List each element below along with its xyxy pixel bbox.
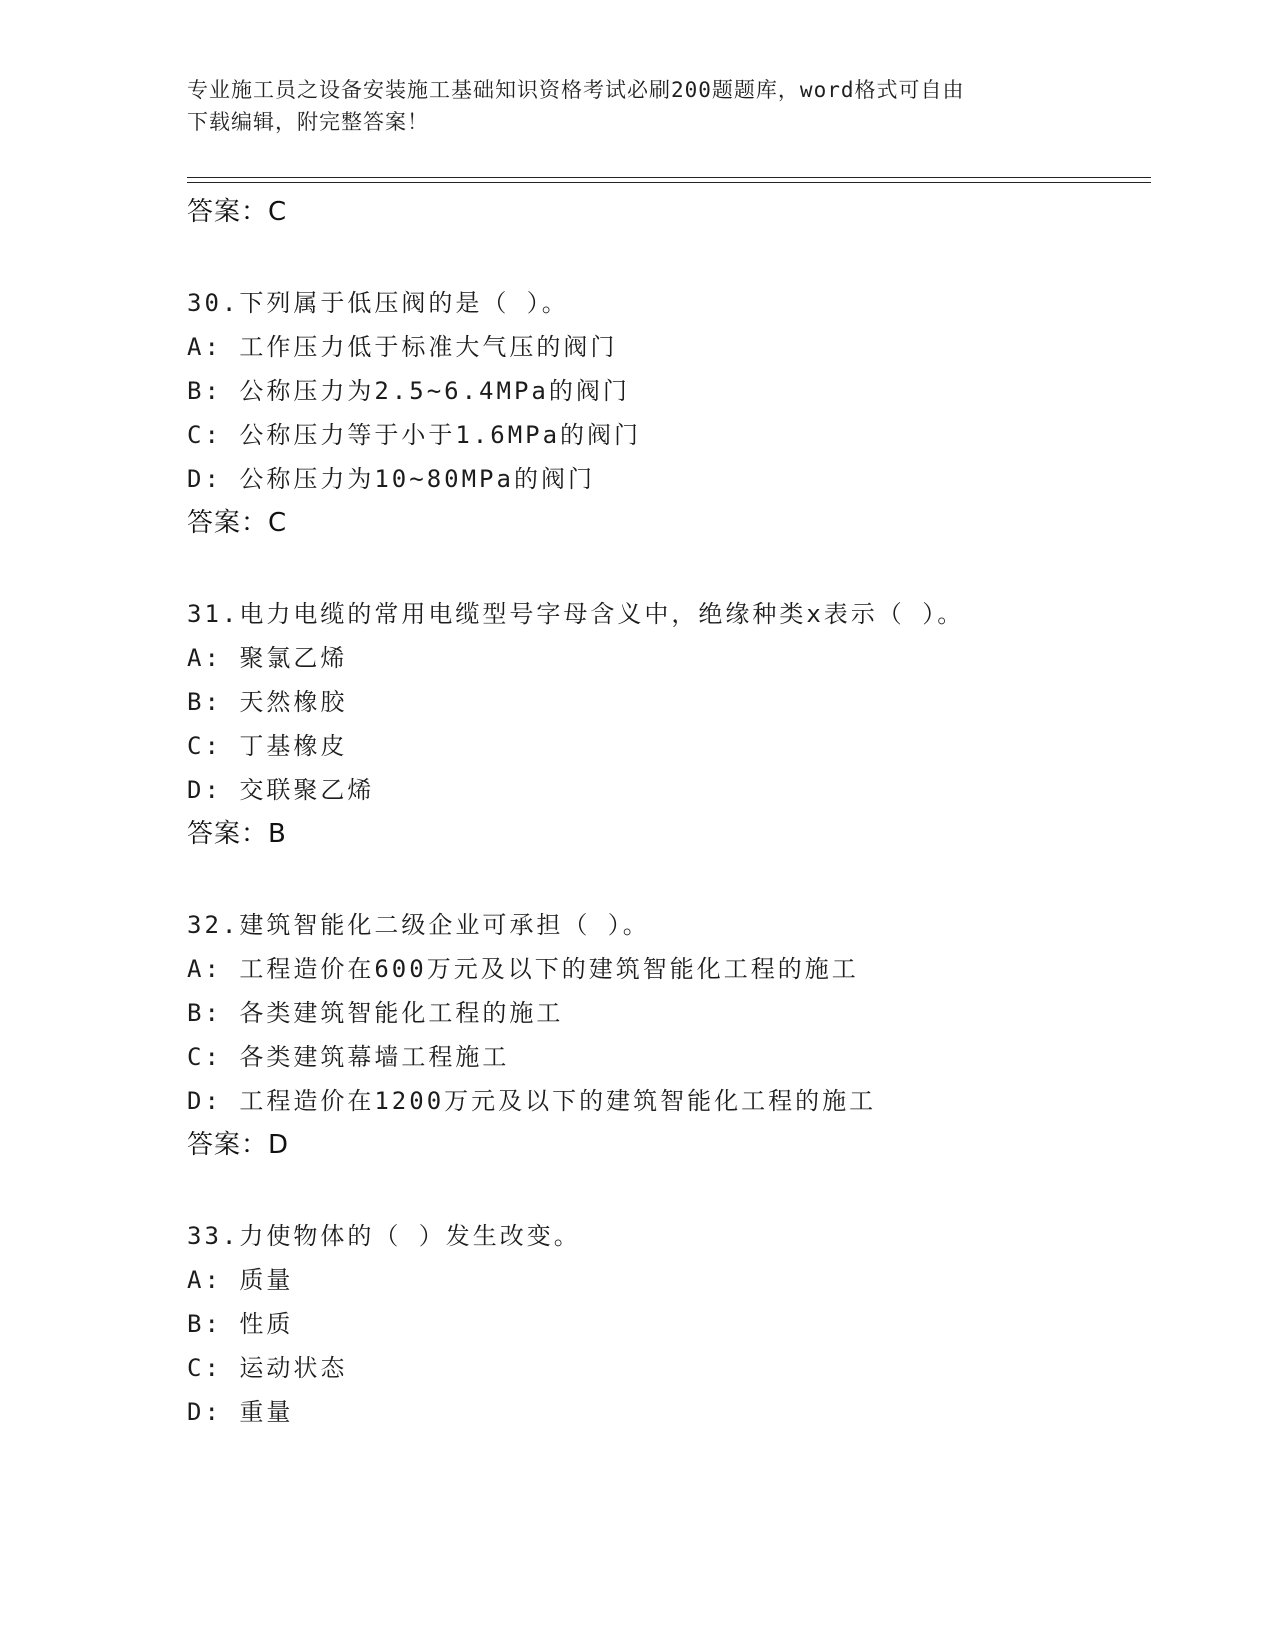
document-header bbox=[187, 74, 1067, 138]
question-32-option-d: D: 工程造价在1200万元及以下的建筑智能化工程的施工 bbox=[187, 1087, 877, 1115]
question-31-option-d: D: 交联聚乙烯 bbox=[187, 776, 375, 804]
question-31-option-c: C: 丁基橡皮 bbox=[187, 732, 348, 760]
question-32-option-c: C: 各类建筑幕墙工程施工 bbox=[187, 1043, 510, 1071]
header-divider-bottom bbox=[187, 182, 1151, 183]
question-30-option-c: C: 公称压力等于小于1.6MPa的阀门 bbox=[187, 421, 642, 449]
question-32-answer: 答案：D bbox=[187, 1130, 290, 1160]
question-31-option-a: A: 聚氯乙烯 bbox=[187, 644, 348, 672]
question-33-stem: 33.力使物体的（ ）发生改变。 bbox=[187, 1222, 581, 1250]
question-30-option-a: A: 工作压力低于标准大气压的阀门 bbox=[187, 333, 618, 361]
header-line-2: 下载编辑，附完整答案！ bbox=[187, 110, 429, 134]
question-32-option-a: A: 工程造价在600万元及以下的建筑智能化工程的施工 bbox=[187, 955, 859, 983]
question-32-option-b: B: 各类建筑智能化工程的施工 bbox=[187, 999, 564, 1027]
question-31-stem: 31.电力电缆的常用电缆型号字母含义中，绝缘种类x表示（ ）。 bbox=[187, 600, 965, 628]
header-line-1: 专业施工员之设备安装施工基础知识资格考试必刷200题题库，word格式可自由 bbox=[187, 78, 965, 102]
question-33-option-a: A: 质量 bbox=[187, 1266, 294, 1294]
question-30-answer: 答案：C bbox=[187, 508, 288, 538]
question-31-answer: 答案：B bbox=[187, 819, 287, 849]
question-30-option-d: D: 公称压力为10~80MPa的阀门 bbox=[187, 465, 595, 493]
question-30-option-b: B: 公称压力为2.5~6.4MPa的阀门 bbox=[187, 377, 630, 405]
question-33-option-b: B: 性质 bbox=[187, 1310, 294, 1338]
question-33-option-d: D: 重量 bbox=[187, 1398, 294, 1426]
question-30-stem: 30.下列属于低压阀的是（ ）。 bbox=[187, 289, 569, 317]
question-33-option-c: C: 运动状态 bbox=[187, 1354, 348, 1382]
question-32-stem: 32.建筑智能化二级企业可承担（ ）。 bbox=[187, 911, 650, 939]
header-divider-top bbox=[187, 177, 1151, 178]
answer-previous: 答案：C bbox=[187, 197, 288, 227]
question-31-option-b: B: 天然橡胶 bbox=[187, 688, 348, 716]
